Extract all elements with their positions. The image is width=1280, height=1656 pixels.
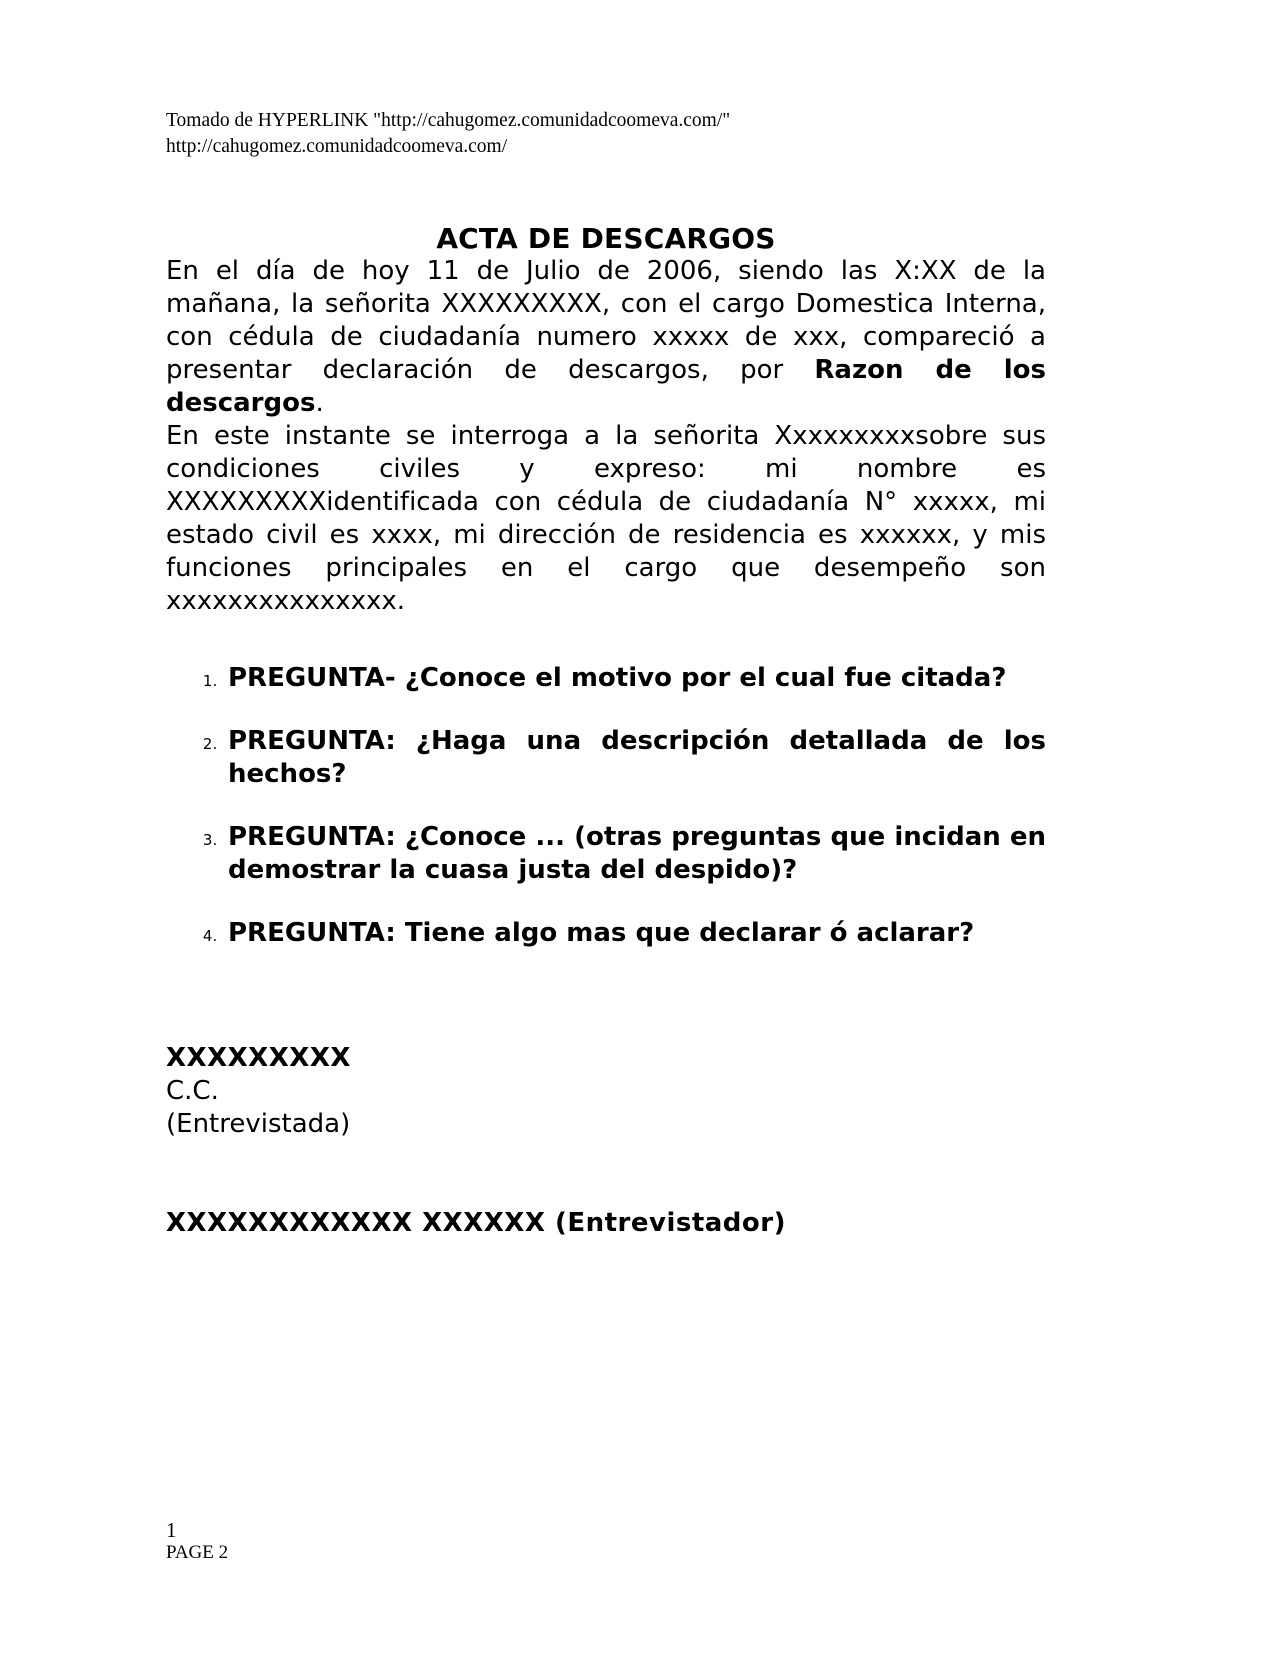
- paragraph-declaration: En este instante se interroga a la señorita Xxxxxxxxxsobre sus condiciones civiles y expreso: mi nombre es XXXXXXXXXidentificada con cédula de ciudadanía N° xxxxx, mi estado civil es xxxx, mi dirección de residencia es xxxxxx, y mis funciones principales en el cargo que desempeño son xxxxxxxxxxxxxxx.: [166, 420, 1046, 616]
- question-text: 2. PREGUNTA: ¿Haga una descripción detallada de los hechos?: [228, 726, 1046, 790]
- interviewee-name: XXXXXXXXX: [166, 1043, 351, 1074]
- paragraph-intro-emphasis: Razon de los descargos: [166, 354, 1046, 418]
- list-item: [222, 821, 1046, 887]
- signature-block-interviewer: [166, 1207, 1046, 1240]
- questions-list: [166, 662, 1046, 950]
- page-title: ACTA DE DESCARGOS: [436, 221, 776, 255]
- interviewee-role: (Entrevistada): [166, 1109, 351, 1140]
- signature-block-interviewee: [166, 1042, 1046, 1141]
- question-text: 1. PREGUNTA- ¿Conoce el motivo por el cual fue citada?: [228, 663, 1007, 694]
- paragraph-intro: [166, 255, 1046, 420]
- document-content: [166, 108, 1046, 1240]
- footer-page-number: 1: [166, 1518, 177, 1543]
- question-text: 3. PREGUNTA: ¿Conoce ... (otras preguntas que incidan en demostrar la cuasa justa del despido)?: [228, 822, 1046, 886]
- source-note: Tomado de HYPERLINK "http://cahugomez.comunidadcoomeva.com/" http://cahugomez.comunidadcoomeva.com/: [166, 110, 731, 157]
- question-text: 4. PREGUNTA: Tiene algo mas que declarar ó aclarar?: [228, 918, 975, 949]
- footer-page-label: PAGE 2: [166, 1542, 229, 1564]
- interviewer-role: XXXXXX (Entrevistador): [422, 1208, 786, 1239]
- paragraph-intro-period: .: [315, 387, 324, 418]
- paragraph-intro-text: En el día de hoy 11 de Julio de 2006, siendo las X:XX de la mañana, la señorita XXXXXXXXX, con el cargo Domestica Interna, con cédula de ciudadanía numero xxxxx de xxx, compareció a presentar declaración de descargos, por: [166, 255, 1046, 385]
- list-item: [222, 725, 1046, 791]
- list-item: [222, 662, 1046, 695]
- list-item: [222, 917, 1046, 950]
- interviewee-id-label: C.C.: [166, 1076, 219, 1107]
- page-footer: [166, 1518, 566, 1564]
- interviewer-name: XXXXXXXXXXXX: [166, 1208, 413, 1239]
